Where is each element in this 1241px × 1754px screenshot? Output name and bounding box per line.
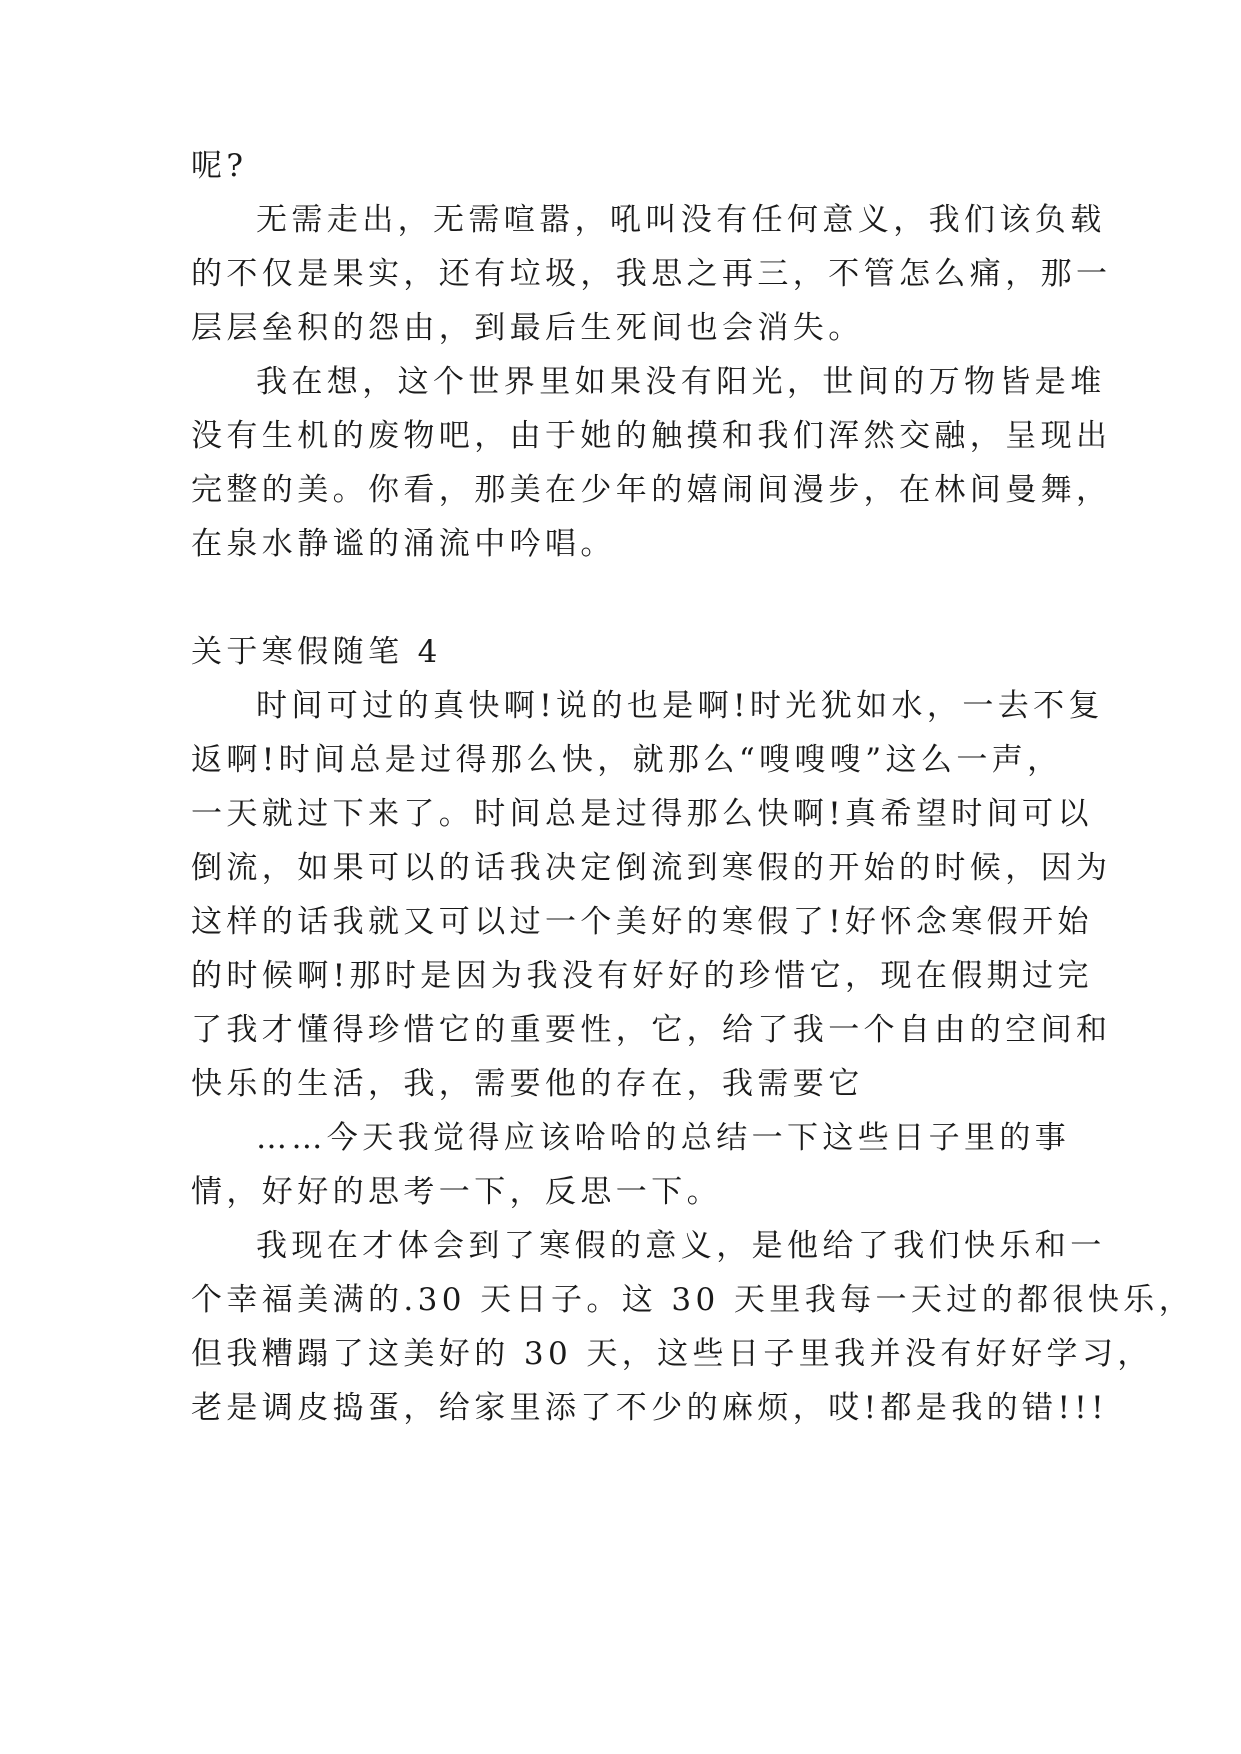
paragraph-first-line: 无需走出，无需喧嚣，吼叫没有任何意义，我们该负载 xyxy=(256,202,1106,238)
text-line: 的时候啊!那时是因为我没有好好的珍惜它，现在假期过完 xyxy=(191,958,1093,994)
text-line: 的不仅是果实，还有垃圾，我思之再三，不管怎么痛，那一 xyxy=(191,256,1112,292)
text-line: 老是调皮捣蛋，给家里添了不少的麻烦，哎!都是我的错!!! xyxy=(191,1390,1109,1426)
text-line: 了我才懂得珍惜它的重要性，它，给了我一个自由的空间和 xyxy=(191,1012,1112,1048)
paragraph-first-line: 我现在才体会到了寒假的意义，是他给了我们快乐和一 xyxy=(256,1228,1106,1264)
text-line: 快乐的生活，我，需要他的存在，我需要它 xyxy=(191,1066,864,1102)
paragraph-first-line: 我在想，这个世界里如果没有阳光，世间的万物皆是堆 xyxy=(256,364,1106,400)
text-line: 返啊!时间总是过得那么快，就那么“嗖嗖嗖”这么一声， xyxy=(191,742,1063,778)
text-line: 在泉水静谧的涌流中吟唱。 xyxy=(191,526,616,562)
text-line: 呢? xyxy=(191,148,248,184)
text-line: 情，好好的思考一下，反思一下。 xyxy=(191,1174,722,1210)
text-line: 这样的话我就又可以过一个美好的寒假了!好怀念寒假开始 xyxy=(191,904,1093,940)
paragraph-first-line: ……今天我觉得应该哈哈的总结一下这些日子里的事 xyxy=(256,1120,1071,1156)
text-line: 没有生机的废物吧，由于她的触摸和我们浑然交融，呈现出 xyxy=(191,418,1112,454)
paragraph-first-line: 时间可过的真快啊!说的也是啊!时光犹如水，一去不复 xyxy=(256,688,1104,724)
text-line: 层层垒积的怨由，到最后生死间也会消失。 xyxy=(191,310,864,346)
text-line: 完整的美。你看，那美在少年的嬉闹间漫步，在林间曼舞， xyxy=(191,472,1112,508)
text-line: 倒流，如果可以的话我决定倒流到寒假的开始的时候，因为 xyxy=(191,850,1112,886)
text-line: 个幸福美满的.30 天日子。这 30 天里我每一天过的都很快乐， xyxy=(191,1282,1195,1318)
text-line: 但我糟蹋了这美好的 30 天，这些日子里我并没有好好学习， xyxy=(191,1336,1153,1372)
text-line: 一天就过下来了。时间总是过得那么快啊!真希望时间可以 xyxy=(191,796,1093,832)
section-heading: 关于寒假随笔 4 xyxy=(191,634,442,670)
